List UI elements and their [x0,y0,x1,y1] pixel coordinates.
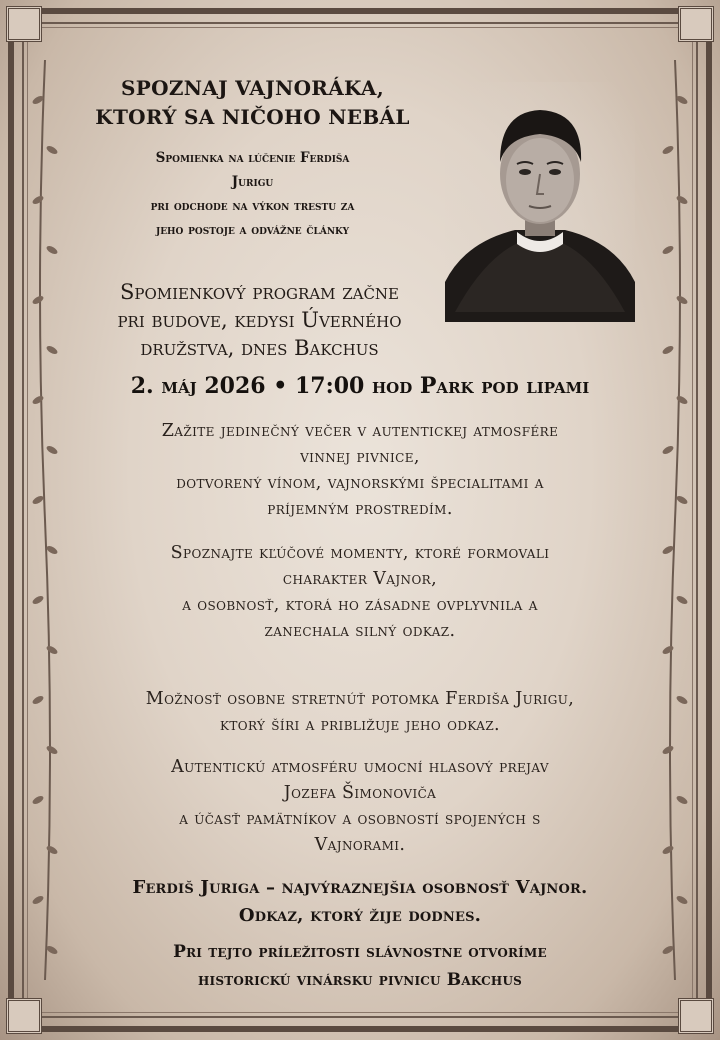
paragraph-line: Možnosť osobne stretnúť potomka Ferdiša Jurigu, [145,689,575,709]
subtitle-line: Jurigu [231,174,274,190]
closing-line: Pri tejto príležitosti slávnostne otvoríme [173,942,547,962]
subtitle-line: Spomienka na lúčenie Ferdiša [155,150,350,166]
program-line: Spomienkový program začne [119,280,400,304]
program-line: družstva, dnes Bakchus [140,336,379,360]
subtitle-line: pri odchode na výkon trestu za [150,198,355,214]
corner-ornament-icon [678,998,714,1034]
title-line-1: SPOZNAJ VAJNORÁKA, [121,76,384,100]
program-info [62,278,457,362]
corner-ornament-icon [6,998,42,1034]
paragraph-descendant [60,686,660,738]
corner-ornament-icon [678,6,714,42]
closing-statement [60,874,660,930]
portrait-photo-icon [445,82,635,322]
paragraph-line: vinnej pivnice, [300,447,420,467]
closing-line: Ferdiš Juriga – najvýraznejšia osobnosť Vajnor. [132,877,588,898]
subtitle-line: jeho postoje a odvážne články [155,222,350,238]
laurel-vine-right-icon [660,60,690,980]
poster-title [70,74,435,132]
program-line: pri budove, kedysi Úverného [117,308,402,332]
paragraph-moments [60,540,660,644]
paragraph-line: a osobnosť, ktorá ho zásadne ovplyvnila a [182,595,538,615]
paragraph-line: Autentickú atmosféru umocní hlasový prejav [171,757,549,777]
paragraph-atmosphere [60,418,660,522]
event-date-place: 2. máj 2026 • 17:00 hod Park pod lipami [130,373,590,399]
laurel-vine-left-icon [30,60,60,980]
paragraph-line: ktorý šíri a približuje jeho odkaz. [219,715,501,735]
closing-line: historickú vinársku pivnicu Bakchus [197,970,523,990]
paragraph-line: Jozefa Šimonoviča [283,783,437,803]
paragraph-line: Zažite jedinečný večer v autentickej atmosfére [161,421,559,441]
paragraph-line: príjemným prostredím. [267,499,453,519]
paragraph-line: dotvorený vínom, vajnorskými špecialitami a [176,473,544,493]
paragraph-line: Spoznajte kľúčové momenty, ktoré formovali [170,543,550,563]
poster-subtitle [80,146,425,242]
title-line-2: KTORÝ SA NIČOHO NEBÁL [95,105,410,129]
paragraph-line: a účasť pamätníkov a osobností spojených s [179,809,541,829]
closing-opening-announcement [60,938,660,994]
paragraph-line: Vajnorami. [314,835,406,855]
paragraph-line: charakter Vajnor, [282,569,438,589]
paragraph-line: zanechala silný odkaz. [264,621,456,641]
corner-ornament-icon [6,6,42,42]
paragraph-speech [60,754,660,858]
closing-line: Odkaz, ktorý žije dodnes. [238,905,482,926]
